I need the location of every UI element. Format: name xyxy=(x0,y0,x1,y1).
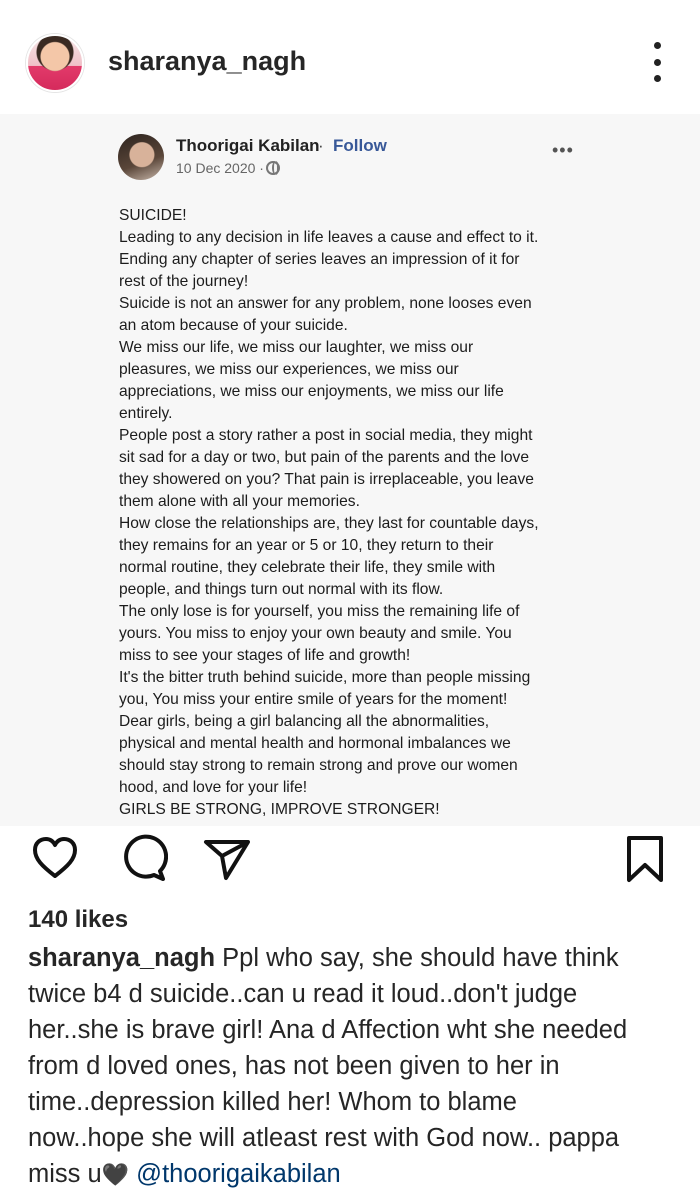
embedded-text-line: normal routine, they celebrate their life, they smile with xyxy=(119,559,496,576)
embedded-text-line: sit sad for a day or two, but pain of the parents and the love xyxy=(119,449,530,466)
send-icon[interactable] xyxy=(202,834,252,884)
action-bar xyxy=(0,826,700,896)
username[interactable]: sharanya_nagh xyxy=(108,46,307,76)
embedded-text-line: Ending any chapter of series leaves an impression of it for xyxy=(119,251,520,268)
caption-username[interactable]: sharanya_nagh xyxy=(28,944,216,972)
heart-icon[interactable] xyxy=(30,834,80,884)
caption-text: twice b4 d suicide..can u read it loud..don't judge xyxy=(28,980,578,1008)
embedded-post-text xyxy=(119,205,599,821)
caption-text: time..depression killed her! Whom to blame xyxy=(28,1088,517,1116)
embedded-text-line: We miss our life, we miss our laughter, we miss our xyxy=(119,339,474,356)
embedded-author-avatar xyxy=(118,134,164,180)
embedded-text-line: they remains for an year or 5 or 10, they return to their xyxy=(119,537,494,554)
embedded-post-date: 10 Dec 2020 · xyxy=(176,160,264,176)
embedded-text-line: GIRLS BE STRONG, IMPROVE STRONGER! xyxy=(119,801,440,818)
embedded-text-line: them alone with all your memories. xyxy=(119,493,360,510)
embedded-text-line: People post a story rather a post in social media, they might xyxy=(119,427,533,444)
embedded-separator: · xyxy=(318,136,324,155)
embedded-text-line: appreciations, we miss our enjoyments, we miss our life xyxy=(119,383,504,400)
embedded-text-line: miss to see your stages of life and growth! xyxy=(119,647,411,664)
embedded-author-name: Thoorigai Kabilan xyxy=(176,136,320,155)
caption-text: Ppl who say, she should have think xyxy=(215,944,619,972)
caption-text: her..she is brave girl! Ana d Affection wht she needed xyxy=(28,1016,628,1044)
avatar[interactable] xyxy=(26,34,84,92)
globe-icon xyxy=(266,161,280,175)
more-options-icon[interactable] xyxy=(646,42,668,82)
embedded-text-line: How close the relationships are, they last for countable days, xyxy=(119,515,539,532)
embedded-more-icon: ••• xyxy=(552,140,574,160)
caption-text: miss u xyxy=(28,1160,102,1188)
embedded-text-line: yours. You miss to enjoy your own beauty and smile. You xyxy=(119,625,512,642)
embedded-text-line: The only lose is for yourself, you miss the remaining life of xyxy=(119,603,520,620)
post-header xyxy=(0,0,700,128)
embedded-text-line: people, and things turn out normal with its flow. xyxy=(119,581,444,598)
caption-text: from d loved ones, has not been given to her in xyxy=(28,1052,560,1080)
embedded-text-line: rest of the journey! xyxy=(119,273,249,290)
embedded-text-line: Dear girls, being a girl balancing all the abnormalities, xyxy=(119,713,490,730)
post-image xyxy=(0,114,700,826)
embedded-text-line: an atom because of your suicide. xyxy=(119,317,348,334)
embedded-text-line: Suicide is not an answer for any problem, none looses even xyxy=(119,295,532,312)
embedded-text-line: physical and mental health and hormonal imbalances we xyxy=(119,735,511,752)
embedded-text-line: SUICIDE! xyxy=(119,207,187,224)
embedded-text-line: Leading to any decision in life leaves a cause and effect to it. xyxy=(119,229,539,246)
embedded-text-line: hood, and love for your life! xyxy=(119,779,308,796)
bookmark-icon[interactable] xyxy=(620,834,670,884)
caption xyxy=(28,940,678,1193)
comment-icon[interactable] xyxy=(118,834,168,884)
embedded-follow-link: Follow xyxy=(333,136,387,155)
black-heart-icon: 🖤 xyxy=(101,1162,130,1187)
embedded-text-line: you, You miss your entire smile of years for the moment! xyxy=(119,691,508,708)
caption-mention[interactable]: @thoorigaikabilan xyxy=(129,1160,341,1188)
embedded-text-line: entirely. xyxy=(119,405,173,422)
embedded-text-line: they showered on you? That pain is irreplaceable, you leave xyxy=(119,471,534,488)
embedded-text-line: pleasures, we miss our experiences, we miss our xyxy=(119,361,459,378)
caption-text: now..hope she will atleast rest with God now.. pappa xyxy=(28,1124,620,1152)
embedded-text-line: It's the bitter truth behind suicide, more than people missing xyxy=(119,669,531,686)
likes-count[interactable]: 140 likes xyxy=(28,906,129,933)
embedded-text-line: should stay strong to remain strong and prove our women xyxy=(119,757,518,774)
